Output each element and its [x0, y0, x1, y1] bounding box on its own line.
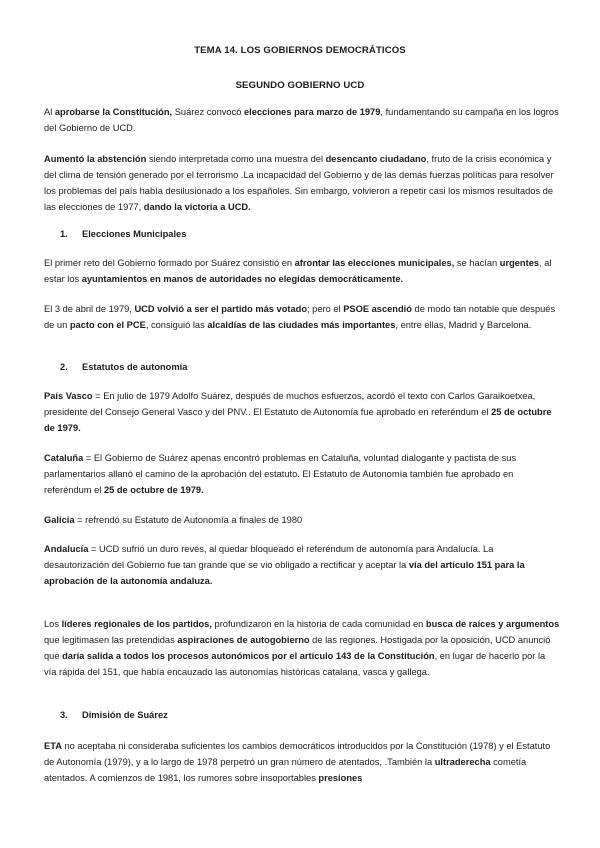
bold-text-run: urgentes — [499, 258, 540, 268]
text-run: se hacían — [454, 258, 500, 268]
paragraph-galicia — [44, 512, 560, 528]
heading-number: 1. — [60, 229, 68, 239]
text-run: , entre ellas, Madrid y Barcelona. — [395, 320, 532, 330]
bold-text-run: busca de raíces y argumentos — [425, 619, 560, 629]
text-run: Suárez convocó — [172, 107, 244, 117]
text-run: que legitimasen las pretendidas — [44, 635, 178, 645]
bold-text-run: pacto con el PCE — [69, 320, 146, 330]
bold-text-run: aprobarse la Constitución, — [54, 107, 173, 117]
paragraph-4 — [44, 301, 560, 333]
text-run: , al estar los — [44, 258, 552, 284]
bold-text-run: ultraderecha — [434, 757, 491, 767]
text-run: de las regiones. Hostigada por la oposición, UCD anunció que — [44, 635, 551, 661]
heading-label: Dimisión de Suárez — [82, 710, 168, 720]
bold-text-run: aspiraciones de autogobierno — [177, 635, 310, 645]
text-run: profundizaron en la historia de cada comunidad en — [211, 619, 426, 629]
bold-text-run: elecciones para marzo de 1979 — [243, 107, 381, 117]
bold-text-run: afrontar las elecciones municipales, — [294, 258, 455, 268]
text-run: = El Gobierno de Suárez apenas encontró problemas en Cataluña, voluntad dialogante y pactista de sus parlamentarios allanó el camino de la aprobación del estatuto. El Estatuto de Autonomía también fue aprobado en referéndum el — [44, 453, 517, 495]
text-run: ; pero el — [307, 304, 344, 314]
text-run: siendo interpretada como una muestra del — [146, 154, 326, 164]
paragraph-andalucia — [44, 541, 560, 589]
heading-label: Estatutos de autonomía — [82, 362, 188, 372]
text-run: , consiguió las — [145, 320, 208, 330]
text-run: = refrendó su Estatuto de Autonomía a finales de 1980 — [74, 515, 303, 525]
bold-text-run: PSOE ascendió — [343, 304, 412, 314]
paragraph-pais-vasco — [44, 388, 560, 436]
bold-text-run: ETA — [44, 741, 62, 751]
text-run: cometía atentados. A comienzos de 1981, los rumores sobre insoportables — [44, 757, 527, 783]
text-run: , fundamentando su campaña en los logros del Gobierno de UCD. — [44, 107, 559, 133]
heading-elecciones-municipales — [60, 229, 186, 239]
paragraph-eta — [44, 738, 560, 786]
text-run: = En julio de 1979 Adolfo Suárez, después de muchos esfuerzos, acordó el texto con Carlos Garaikoetxea, presidente del Consejo General Vasco y del PNV.. El Estatuto de Autonomía fue aprobado en referéndum el — [44, 391, 536, 417]
bold-text-run: presiones — [318, 773, 363, 783]
bold-text-run: daría salida a todos los procesos autonómicos por el artículo 143 de la Constitución — [62, 651, 435, 661]
heading-number: 2. — [60, 362, 68, 372]
paragraph-cataluna — [44, 450, 560, 498]
bold-text-run: ayuntamientos en manos de autoridades no elegidas democráticamente. — [81, 274, 404, 284]
text-run: Al — [44, 107, 55, 117]
bold-text-run: alcaldías de las ciudades más importantes — [207, 320, 396, 330]
bold-text-run: Andalucía — [44, 544, 89, 554]
paragraph-1 — [44, 104, 560, 136]
bold-text-run: País Vasco — [44, 391, 93, 401]
paragraph-2 — [44, 151, 560, 215]
section-subtitle: SEGUNDO GOBIERNO UCD — [235, 80, 365, 91]
bold-text-run: 25 de octubre de 1979. — [44, 407, 552, 433]
text-run: Los — [44, 619, 62, 629]
text-run: = UCD sufrió un duro revés, al quedar bloqueado el referéndum de autonomía para Andalucía. La desautorización del Gobierno fue tan grande que se vio obligado a rectificar y aceptar la — [44, 544, 494, 570]
bold-text-run: líderes regionales de los partidos, — [61, 619, 212, 629]
paragraph-lideres-regionales — [44, 616, 560, 680]
heading-label: Elecciones Municipales — [82, 229, 187, 239]
bold-text-run: Cataluña — [44, 453, 84, 463]
text-run: El 3 de abril de 1979, — [44, 304, 135, 314]
text-run: , en lugar de hacerlo por la vía rápida del 151, que había encauzado las autonomías históricas catalana, vasca y gallega. — [44, 651, 546, 677]
bold-text-run: UCD volvió a ser el partido más votado — [134, 304, 308, 314]
bold-text-run: Galicia — [44, 515, 75, 525]
bold-text-run: desencanto ciudadano — [325, 154, 427, 164]
bold-text-run: 25 de octubre de 1979. — [103, 485, 204, 495]
bold-text-run: dando la victoria a UCD. — [143, 202, 251, 212]
bold-text-run: Aumentó la abstención — [44, 154, 147, 164]
document-title: TEMA 14. LOS GOBIERNOS DEMOCRÁTICOS — [194, 45, 406, 56]
bold-text-run: vía del artículo 151 para la aprobación de la autonomía andaluza. — [44, 560, 525, 586]
text-run: El primer reto del Gobierno formado por Suárez consistió en — [44, 258, 295, 268]
text-run: , fruto de la crisis económica y del clima de tensión generado por el terrorismo .La incapacidad del Gobierno y de las demás fuerzas políticas para resolver los problemas del país había desilusionado a los españoles. Sin embargo, volvieron a repetir casi los mismos resultados de las elecciones de 1977, — [44, 154, 554, 212]
heading-dimision-suarez — [60, 710, 168, 720]
heading-number: 3. — [60, 710, 68, 720]
text-run: no aceptaba ni consideraba suficientes los cambios democráticos introducidos por la Constitución (1978) y el Estatuto de Autonomía (1979), y a lo largo de 1978 perpetró un gran número de atentados, .También la — [44, 741, 551, 767]
paragraph-3 — [44, 255, 560, 287]
text-run: de modo tan notable que después de un — [44, 304, 556, 330]
heading-estatutos-autonomia — [60, 362, 187, 372]
